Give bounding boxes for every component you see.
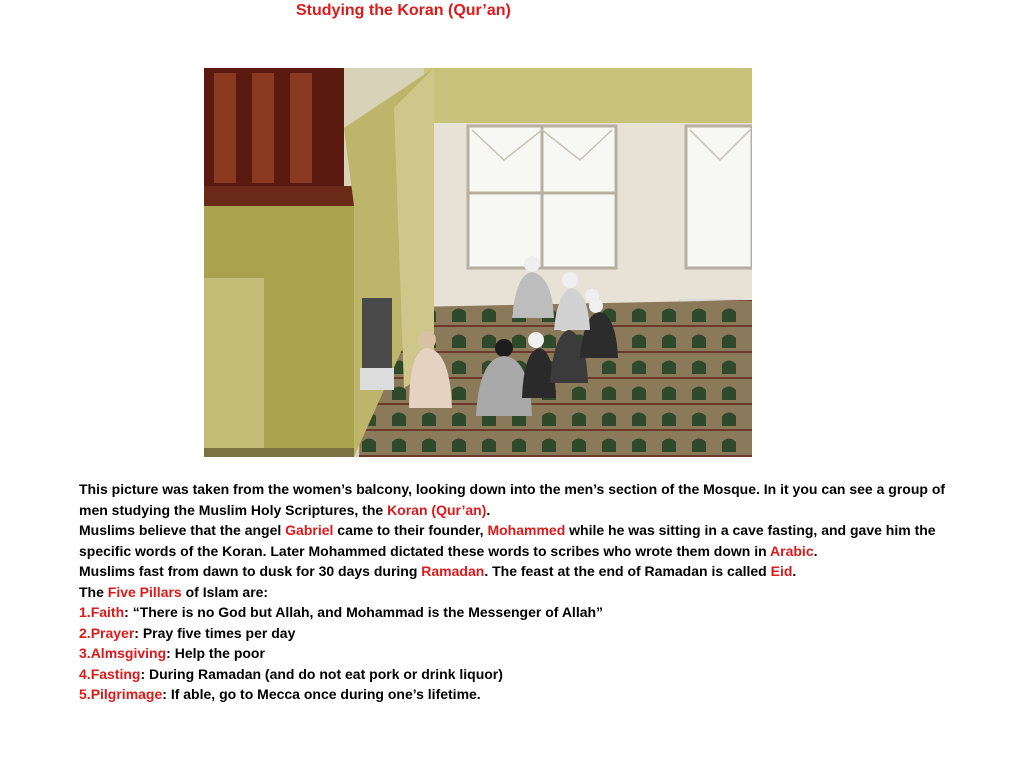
pillar-desc-almsgiving: : Help the poor <box>166 645 265 661</box>
paragraph-balcony <box>79 479 959 520</box>
paragraph-ramadan-text-b: . The feast at the end of Ramadan is called <box>484 563 771 579</box>
pillar-name-faith: Faith <box>90 604 125 620</box>
pillar-name-prayer: Prayer <box>90 624 135 641</box>
pillar-desc-prayer: : Pray five times per day <box>134 624 296 641</box>
highlight-arabic: Arabic <box>770 542 814 559</box>
mosque-photo <box>204 68 752 457</box>
pillar-item-prayer <box>79 623 959 644</box>
highlight-koran: Koran (Qur’an) <box>387 501 487 518</box>
paragraph-gabriel-text-a: Muslims believe that the angel <box>79 522 286 538</box>
pillars-intro <box>79 582 959 603</box>
pillar-number: 1. <box>79 604 91 620</box>
paragraph-gabriel <box>79 520 959 561</box>
paragraph-balcony-end: . <box>486 501 491 518</box>
pillar-name-fasting: Fasting <box>90 665 141 682</box>
pillar-desc-pilgrimage: : If able, go to Mecca once during one’s lifetime. <box>162 686 481 702</box>
slide-title: Studying the Koran (Qur’an) <box>296 2 511 19</box>
highlight-five-pillars: Five Pillars <box>107 583 182 600</box>
pillars-intro-text-a: The <box>79 583 108 600</box>
pillar-number: 4. <box>79 665 91 682</box>
pillar-item-pilgrimage <box>79 684 959 705</box>
pillar-desc-fasting: : During Ramadan (and do not eat pork or drink liquor) <box>140 665 503 682</box>
paragraph-ramadan-text-c: . <box>792 563 797 579</box>
paragraph-ramadan <box>79 561 959 582</box>
highlight-gabriel: Gabriel <box>285 522 334 538</box>
paragraph-ramadan-text-a: Muslims fast from dawn to dusk for 30 days during <box>79 563 422 579</box>
highlight-ramadan: Ramadan <box>421 563 485 579</box>
highlight-mohammed: Mohammed <box>487 522 566 538</box>
paragraph-gabriel-text-c: while he was sitting in a cave fasting, and gave him the specific words of the Koran. Later Mohammed dictated these words to scribes who wrote them down in <box>79 522 936 559</box>
paragraph-gabriel-text-d: . <box>813 542 818 559</box>
pillar-number: 3. <box>79 645 91 661</box>
pillar-number: 5. <box>79 686 91 702</box>
pillar-number: 2. <box>79 624 91 641</box>
paragraph-balcony-text: This picture was taken from the women’s balcony, looking down into the men’s section of the Mosque. In it you can see a group of men studying the Muslim Holy Scriptures, the <box>79 481 946 518</box>
pillar-item-faith <box>79 602 959 623</box>
pillar-name-almsgiving: Almsgiving <box>90 645 167 661</box>
pillar-item-fasting <box>79 664 959 685</box>
pillar-desc-faith: : “There is no God but Allah, and Mohammad is the Messenger of Allah” <box>124 604 604 620</box>
description-text <box>79 479 959 705</box>
paragraph-gabriel-text-b: came to their founder, <box>333 522 488 538</box>
pillar-name-pilgrimage: Pilgrimage <box>90 686 163 702</box>
pillars-intro-text-b: of Islam are: <box>181 583 269 600</box>
pillar-item-almsgiving <box>79 643 959 664</box>
highlight-eid: Eid <box>770 563 793 579</box>
